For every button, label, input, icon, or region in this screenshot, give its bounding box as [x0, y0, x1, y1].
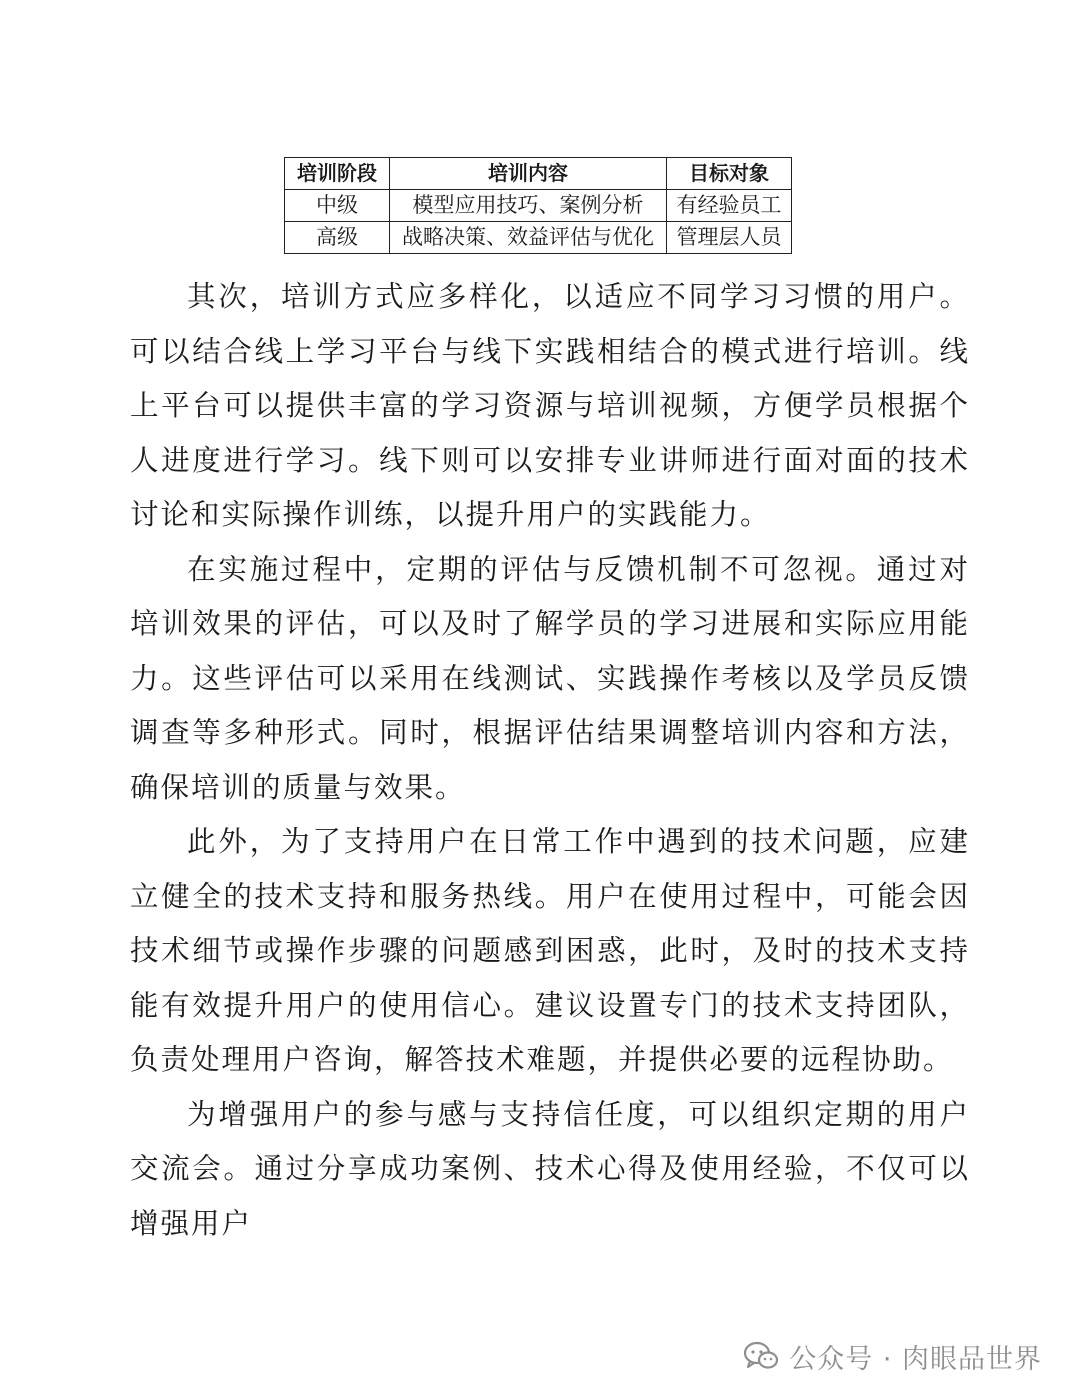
header-target: 目标对象 [667, 158, 792, 190]
table-cell: 中级 [285, 190, 390, 222]
paragraph: 在实施过程中，定期的评估与反馈机制不可忽视。通过对培训效果的评估，可以及时了解学员的学习进展和实际应用能力。这些评估可以采用在线测试、实践操作考核以及学员反馈调查等多种形式。同时，根据评估结果调整培训内容和方法，确保培训的质量与效果。 [130, 552, 970, 804]
header-stage: 培训阶段 [285, 158, 390, 190]
paragraph: 为增强用户的参与感与支持信任度，可以组织定期的用户交流会。通过分享成功案例、技术心得及使用经验，不仅可以增强用户 [130, 1097, 970, 1240]
watermark-text: 公众号 · 肉眼品世界 [789, 1343, 1042, 1375]
table-cell: 战略决策、效益评估与优化 [390, 222, 667, 254]
paragraph: 其次，培训方式应多样化，以适应不同学习习惯的用户。可以结合线上学习平台与线下实践相结合的模式进行培训。线上平台可以提供丰富的学习资源与培训视频，方便学员根据个人进度进行学习。线下则可以安排专业讲师进行面对面的技术讨论和实际操作训练，以提升用户的实践能力。 [130, 280, 970, 531]
table-row [285, 222, 792, 254]
wechat-icon [743, 1340, 779, 1372]
paragraph: 此外，为了支持用户在日常工作中遇到的技术问题，应建立健全的技术支持和服务热线。用户在使用过程中，可能会因技术细节或操作步骤的问题感到困惑，此时，及时的技术支持能有效提升用户的使用信心。建议设置专门的技术支持团队，负责处理用户咨询，解答技术难题，并提供必要的远程协助。 [130, 825, 970, 1076]
table-cell: 管理层人员 [667, 222, 792, 254]
training-table [284, 157, 792, 254]
body-text [130, 270, 970, 1251]
table-row [285, 190, 792, 222]
table-cell: 高级 [285, 222, 390, 254]
table-cell: 模型应用技巧、案例分析 [390, 190, 667, 222]
table-header-row [285, 158, 792, 190]
header-content: 培训内容 [390, 158, 667, 190]
table-cell: 有经验员工 [667, 190, 792, 222]
watermark [743, 1336, 1042, 1376]
